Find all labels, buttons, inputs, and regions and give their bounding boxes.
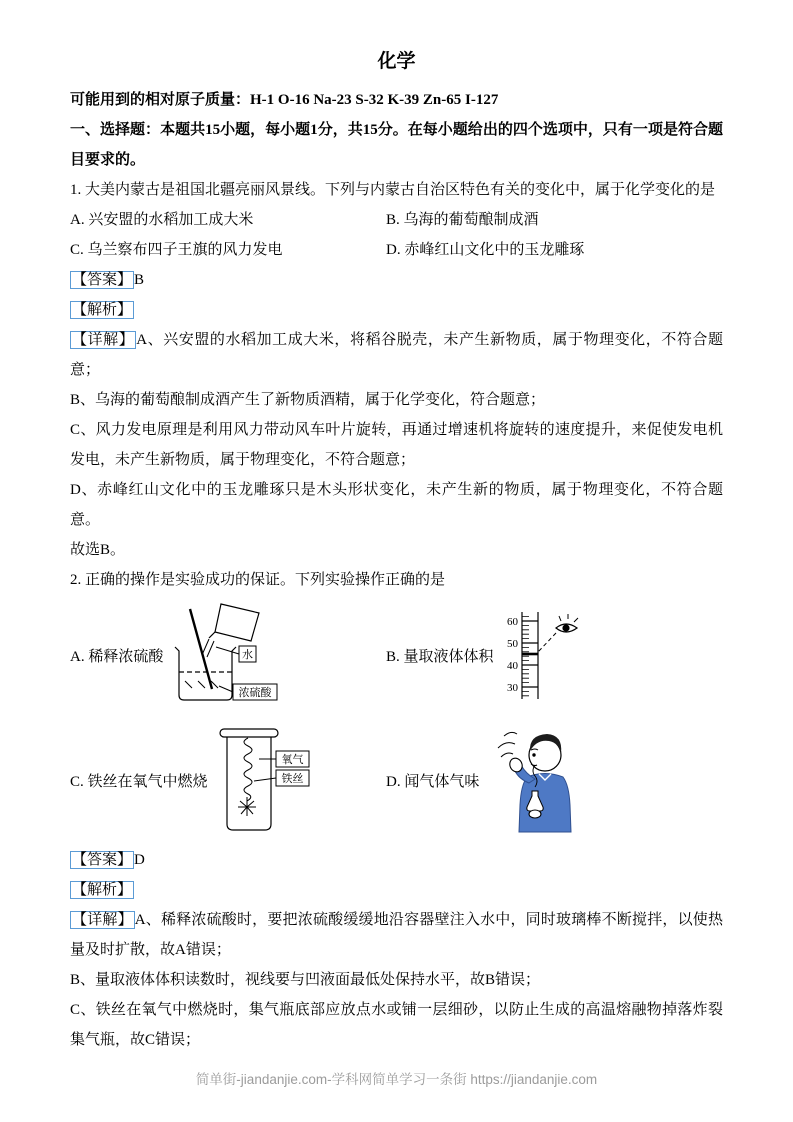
q1-detail-a-text: A、兴安盟的水稻加工成大米，将稻谷脱壳，未产生新物质，属于物理变化，不符合题意； (70, 332, 723, 378)
section-header: 一、选择题：本题共15小题，每小题1分，共15分。在每小题给出的四个选项中，只有一项是符合题目要求的。 (70, 122, 723, 168)
iron-wire-coil (244, 738, 252, 801)
q1-answer-line (70, 265, 723, 295)
water-label: 水 (242, 649, 254, 661)
q2-stem: 2. 正确的操作是实验成功的保证。下列实验操作正确的是 (70, 572, 446, 588)
q2-answer-value: D (134, 852, 145, 868)
q1-answer-value: B (134, 272, 145, 288)
q1-options (70, 205, 723, 265)
minor-ticks (522, 617, 529, 696)
sight-line (538, 633, 556, 652)
burning-figure (214, 723, 314, 837)
q2-option-b-label: B. 量取液体体积 (386, 648, 494, 665)
tick-30: 30 (506, 682, 518, 694)
eye-lashes (559, 614, 578, 622)
tick-60: 60 (506, 616, 518, 628)
q2-detail-a-text: A、稀释浓硫酸时，要把浓硫酸缓缓地沿容器壁注入水中，同时玻璃棒不断搅拌，以使热量及时扩散，故A错误； (70, 912, 723, 958)
q2-option-d (386, 723, 723, 837)
boy-eye (533, 753, 536, 756)
q2-detail-b: B、量取液体体积读数时，视线要与凹液面最低处保持水平，故B错误； (70, 972, 541, 988)
eye-pupil (563, 625, 569, 631)
q1-option-c: C. 乌兰察布四子王旗的风力发电 (70, 242, 283, 258)
q1-option-b: B. 乌海的葡萄酿制成酒 (386, 212, 539, 228)
atomic-mass-line: 可能用到的相对原子质量：H-1 O-16 Na-23 S-32 K-39 Zn-65 I-127 (70, 92, 499, 108)
q2-detail-c: C、铁丝在氧气中燃烧时，集气瓶底部应放点水或铺一层细砂，以防止生成的高温熔融物掉落炸裂集气瓶，故C错误； (70, 1002, 723, 1048)
acid-label: 浓硫酸 (238, 687, 272, 699)
detail-tag: 【详解】 (72, 332, 135, 348)
pouring-cup (215, 604, 259, 641)
q1-detail-b: B、乌海的葡萄酿制成酒产生了新物质酒精，属于化学变化，符合题意； (70, 392, 546, 408)
exam-content (70, 46, 723, 1055)
footer-watermark: 简单街-jiandanjie.com-学科网简单学习一条街 https://jiandanjie.com (195, 1072, 598, 1087)
beaker-outline (175, 647, 236, 700)
q2-options (70, 601, 723, 837)
wire-leader-line (254, 778, 276, 781)
holding-hand (529, 810, 541, 818)
q1-option-d: D. 赤峰红山文化中的玉龙雕琢 (386, 242, 585, 258)
gas-bottle (227, 737, 271, 830)
q2-option-a-label: A. 稀释浓硫酸 (70, 648, 164, 665)
tick-40: 40 (506, 660, 518, 672)
smelling-figure (485, 727, 590, 833)
q2-analysis-line (70, 875, 723, 905)
detail-tag-2: 【详解】 (72, 912, 133, 928)
pour-stream (202, 639, 214, 657)
answer-tag: 【答案】 (72, 272, 133, 288)
q2-option-a (70, 601, 386, 709)
analysis-tag-2: 【解析】 (72, 882, 133, 898)
q1-detail-a (70, 325, 723, 385)
glass-rod (190, 609, 212, 689)
q1-detail-d: D、赤峰红山文化中的玉龙雕琢只是木头形状变化，未产生新的物质，属于物理变化，不符合题意。 (70, 482, 723, 528)
q1-stem: 1. 大美内蒙古是祖国北疆亮丽风景线。下列与内蒙古自治区特色有关的变化中，属于化学变化的是 (70, 182, 716, 198)
tick-50: 50 (506, 638, 518, 650)
cup-spout (209, 632, 215, 638)
q2-option-c (70, 723, 386, 837)
measuring-figure (500, 609, 588, 701)
q1-analysis-line (70, 295, 723, 325)
q2-option-c-label: C. 铁丝在氧气中燃烧 (70, 773, 208, 790)
q1-option-a: A. 兴安盟的水稻加工成大米 (70, 212, 254, 228)
q1-detail-c: C、风力发电原理是利用风力带动风车叶片旋转，再通过增速机将旋转的速度提升，来促使发电机发电，未产生新物质，属于物理变化，不符合题意； (70, 422, 723, 468)
q1-conclusion: 故选B。 (70, 542, 126, 558)
oxygen-label: 氧气 (281, 754, 304, 766)
q2-detail-a (70, 905, 723, 965)
q2-option-b (386, 601, 723, 709)
acid-leader-line (219, 686, 233, 692)
bottle-lid (220, 729, 278, 737)
answer-tag-2: 【答案】 (72, 852, 133, 868)
q2-option-d-label: D. 闻气体气味 (386, 773, 480, 790)
q2-answer-line (70, 845, 723, 875)
wire-label: 铁丝 (281, 773, 304, 785)
dilution-figure (169, 601, 287, 709)
page-title: 化学 (377, 51, 416, 72)
liquid-hatch (185, 681, 218, 688)
sparks (238, 797, 256, 816)
wafting-motion-lines (498, 732, 517, 757)
analysis-tag: 【解析】 (72, 302, 133, 318)
